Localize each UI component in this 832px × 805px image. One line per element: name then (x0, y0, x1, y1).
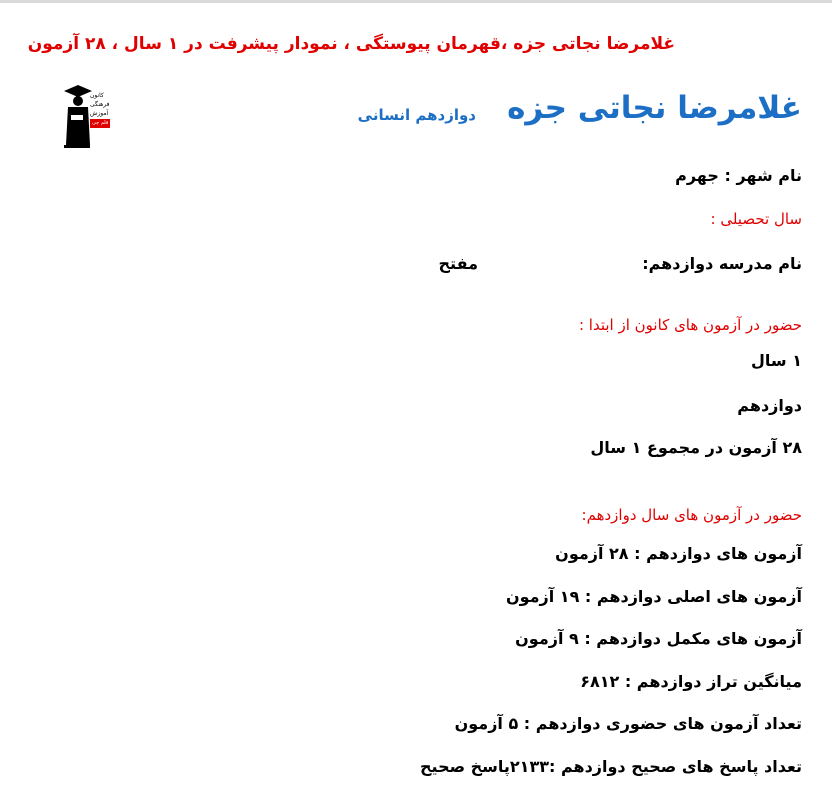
logo-badge: قلم چی (92, 120, 109, 126)
logo-text (90, 91, 118, 128)
graduate-figure-icon (62, 83, 92, 149)
grade12-main-exams: آزمون های اصلی دوازدهم : ۱۹ آزمون (505, 587, 802, 606)
grade12-correct-answers: تعداد پاسخ های صحیح دوازدهم :۲۱۳۳پاسخ صحیح (420, 757, 802, 776)
logo-line: فرهنگی (90, 101, 110, 108)
attendance-total: ۲۸ آزمون در مجموع ۱ سال (590, 438, 802, 457)
attendance-years: ۱ سال (751, 351, 802, 370)
grade12-in-person-exams: تعداد آزمون های حضوری دوازدهم : ۵ آزمون (454, 714, 802, 733)
logo-line: کانون (90, 92, 104, 99)
academic-year-label: سال تحصیلی : (710, 210, 802, 228)
top-divider (0, 0, 832, 3)
attendance-grade: دوازدهم (737, 396, 802, 415)
city-line: نام شهر : جهرم (675, 166, 802, 185)
grade-label: دوازدهم انسانی (357, 106, 476, 124)
student-name: غلامرضا نجاتی جزه (507, 90, 802, 126)
grade12-supplementary-exams: آزمون های مکمل دوازدهم : ۹ آزمون (515, 629, 802, 648)
page-banner-title: غلامرضا نجاتی جزه ،قهرمان پیوستگی ، نمودار پیشرفت در ۱ سال ، ۲۸ آزمون (27, 34, 675, 54)
school-value: مفتح (438, 254, 478, 273)
logo-line: آموزش (90, 110, 109, 117)
grade12-total-exams: آزمون های دوازدهم : ۲۸ آزمون (555, 544, 802, 563)
kanoon-logo (62, 83, 118, 149)
grade12-avg-score: میانگین تراز دوازدهم : ۶۸۱۲ (580, 672, 802, 691)
attendance-all-heading: حضور در آزمون های کانون از ابتدا : (578, 316, 802, 334)
school-label: نام مدرسه دوازدهم: (642, 254, 802, 273)
attendance-grade12-heading: حضور در آزمون های سال دوازدهم: (581, 506, 802, 524)
